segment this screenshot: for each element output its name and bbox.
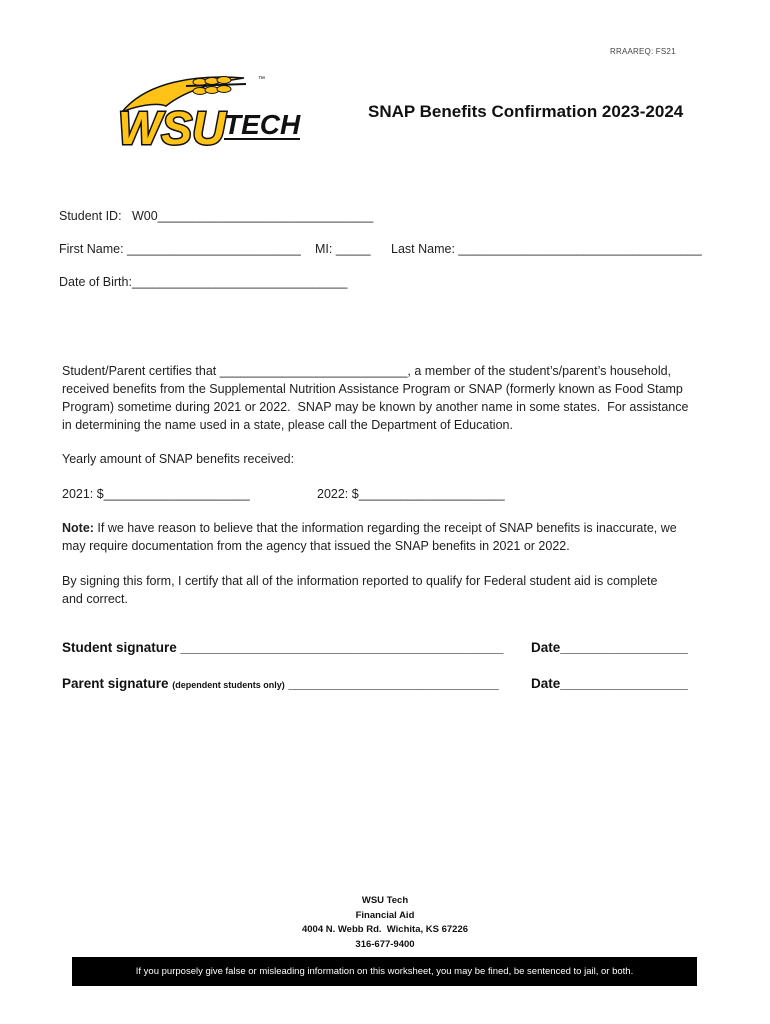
paragraph-line: Student/Parent certifies that ___________________________, a member of the student’s/parent’s household, bbox=[62, 364, 672, 378]
signing-certification bbox=[62, 572, 702, 608]
last-name-field[interactable]: Last Name: ___________________________________ bbox=[391, 242, 702, 256]
yearly-amount-label: Yearly amount of SNAP benefits received: bbox=[62, 452, 295, 466]
warning-banner bbox=[72, 957, 697, 986]
wsu-tech-logo bbox=[116, 72, 312, 160]
form-title: SNAP Benefits Confirmation 2023-2024 bbox=[368, 102, 684, 121]
parent-date-field[interactable]: Date_________________ bbox=[531, 676, 688, 691]
footer-address: 4004 N. Webb Rd. Wichita, KS 67226 bbox=[301, 924, 469, 935]
logo-tech-text: TECH bbox=[224, 109, 301, 140]
amount-2021-field[interactable]: 2021: $_____________________ bbox=[62, 487, 250, 501]
note-paragraph bbox=[62, 519, 702, 555]
logo-wordmark: WSU bbox=[118, 102, 226, 154]
mi-field[interactable]: MI: _____ bbox=[315, 242, 371, 256]
amount-2022-field[interactable]: 2022: $_____________________ bbox=[317, 487, 505, 501]
form-code: RRAAREQ: FS21 bbox=[610, 47, 676, 56]
paragraph-line: in determining the name used in a state, please call the Department of Education. bbox=[62, 418, 513, 432]
paragraph-line: By signing this form, I certify that all of the information reported to qualify for Federal student aid is complete bbox=[62, 574, 658, 588]
note-text: may require documentation from the agency that issued the SNAP benefits in 2021 or 2022. bbox=[62, 539, 570, 553]
logo-trademark: ™ bbox=[258, 76, 265, 83]
footer-org: WSU Tech bbox=[361, 895, 409, 906]
parent-signature-note: (dependent students only) bbox=[172, 680, 285, 690]
student-signature-field[interactable]: Student signature ___________________________________________ bbox=[62, 640, 504, 655]
paragraph-line: and correct. bbox=[62, 592, 129, 606]
footer-phone: 316-677-9400 bbox=[355, 938, 415, 950]
warning-text: If you purposely give false or misleading information on this worksheet, you may be fined, be sentenced to jail, or both. bbox=[135, 966, 634, 977]
parent-signature-line: ____________________________ bbox=[284, 676, 499, 691]
parent-signature-label: Parent signature bbox=[62, 676, 173, 691]
footer-contact bbox=[0, 894, 770, 952]
footer-dept: Financial Aid bbox=[355, 909, 415, 921]
parent-signature-field[interactable] bbox=[62, 676, 499, 691]
note-label: Note: bbox=[62, 521, 94, 535]
student-id-field[interactable]: Student ID: W00_______________________________ bbox=[59, 209, 374, 223]
first-name-field[interactable]: First Name: _________________________ bbox=[59, 242, 301, 256]
paragraph-line: Program) sometime during 2021 or 2022. SNAP may be known by another name in some states. For assistance bbox=[62, 400, 689, 414]
paragraph-line: received benefits from the Supplemental Nutrition Assistance Program or SNAP (formerly known as Food Stamp bbox=[62, 382, 683, 396]
certification-paragraph bbox=[62, 362, 702, 434]
date-of-birth-field[interactable]: Date of Birth:_______________________________ bbox=[59, 275, 348, 289]
student-date-field[interactable]: Date_________________ bbox=[531, 640, 688, 655]
note-text: If we have reason to believe that the information regarding the receipt of SNAP benefits is inaccurate, we bbox=[93, 521, 677, 535]
